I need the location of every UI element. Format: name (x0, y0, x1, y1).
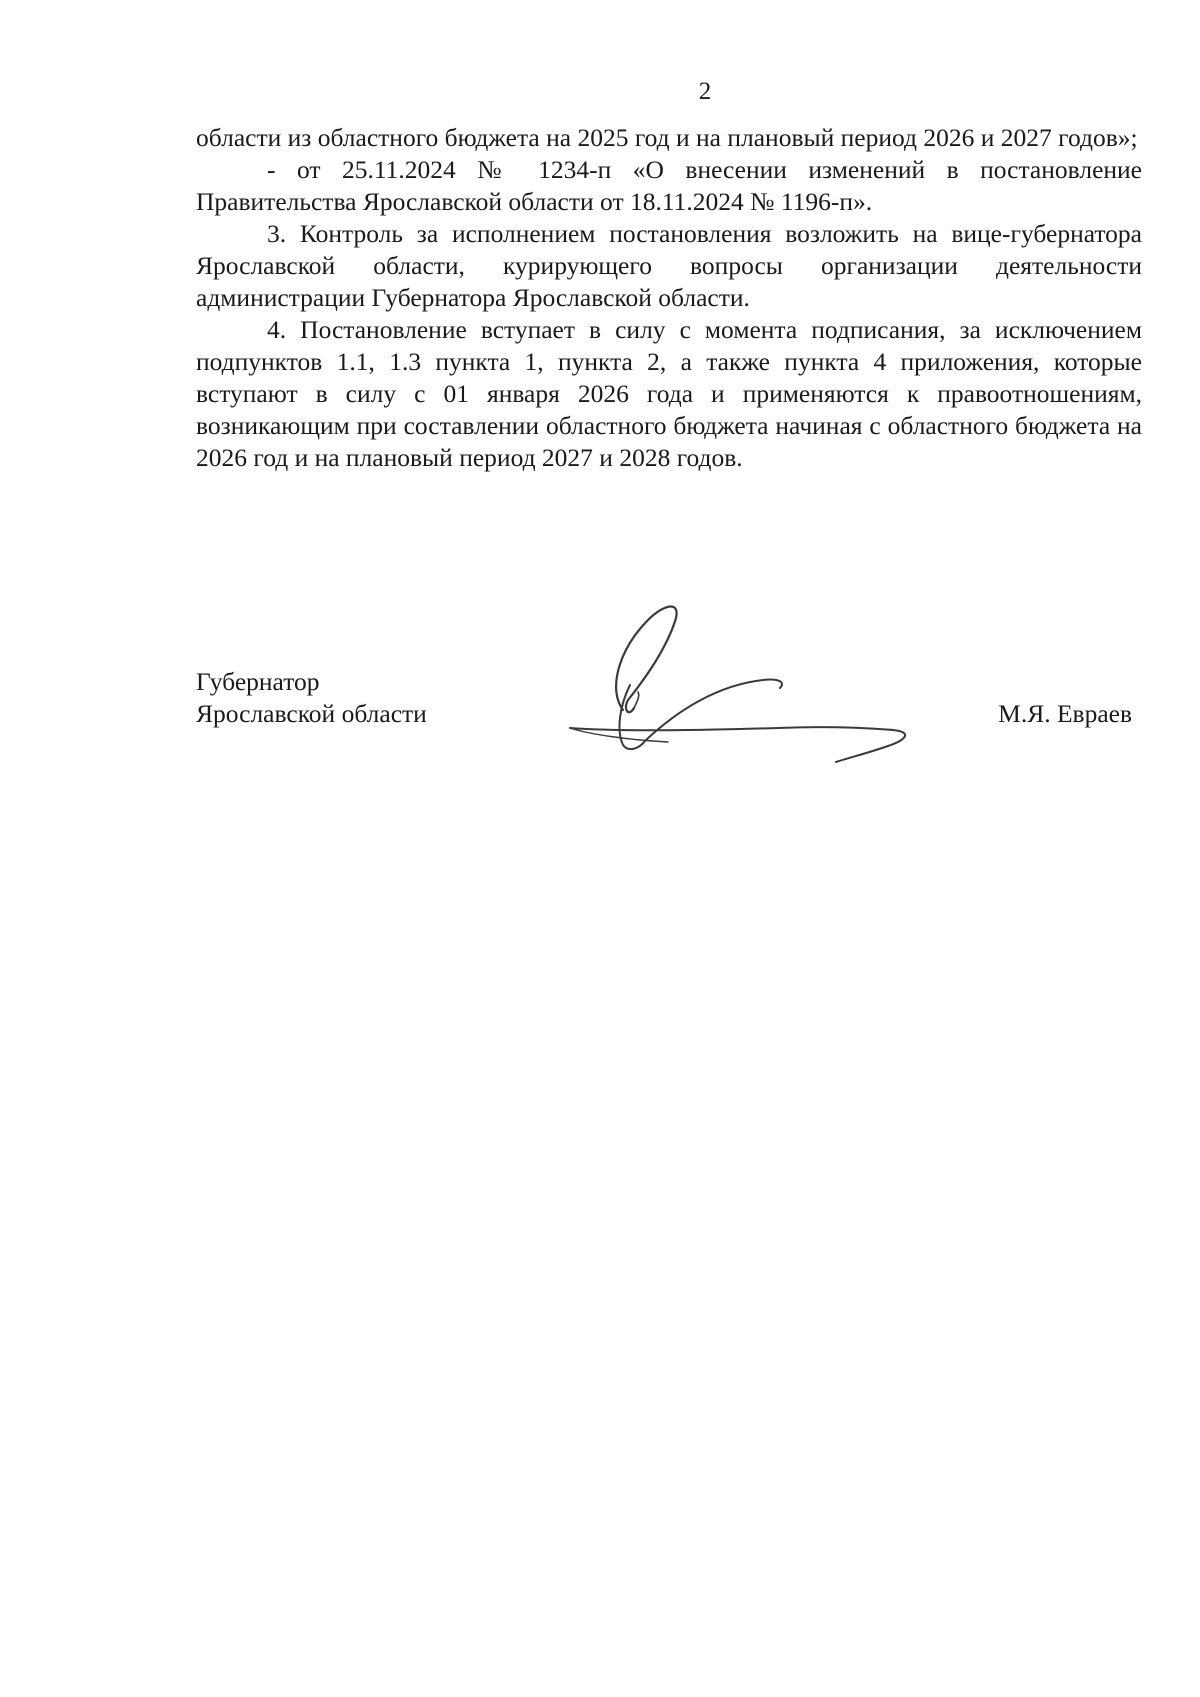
document-body (196, 122, 1142, 474)
signatory-name: М.Я. Евраев (998, 699, 1132, 728)
paragraph-continuation: области из областного бюджета на 2025 год и на плановый период 2026 и 2027 годов»; (196, 123, 1138, 152)
signatory-position-line-2: Ярославской области (196, 699, 427, 728)
handwritten-signature (568, 600, 948, 770)
paragraph-clause-3: 3. Контроль за исполнением постановления возложить на вице-губернатора Ярославской области, курирующего вопросы организации деятельности администрации Губернатора Ярославской области. (196, 219, 1142, 312)
paragraph-clause-4: 4. Постановление вступает в силу с момента подписания, за исключением подпунктов 1.1, 1.3 пункта 1, пункта 2, а также пункта 4 приложения, которые вступают в силу с 01 января 2026 года и применяются к правоотношениям, возникающим при составлении областного бюджета начиная с областного бюджета на 2026 год и на плановый период 2027 и 2028 годов. (196, 315, 1142, 472)
signatory-position-line-1: Губернатор (196, 667, 320, 696)
page-number (0, 78, 1200, 106)
page-number-text: 2 (698, 78, 712, 105)
paragraph-list-item: - от 25.11.2024 № 1234-п «О внесении изменений в постановление Правительства Ярославской области от 18.11.2024 № 1196-п». (196, 155, 1142, 216)
signatory-position (196, 666, 427, 730)
